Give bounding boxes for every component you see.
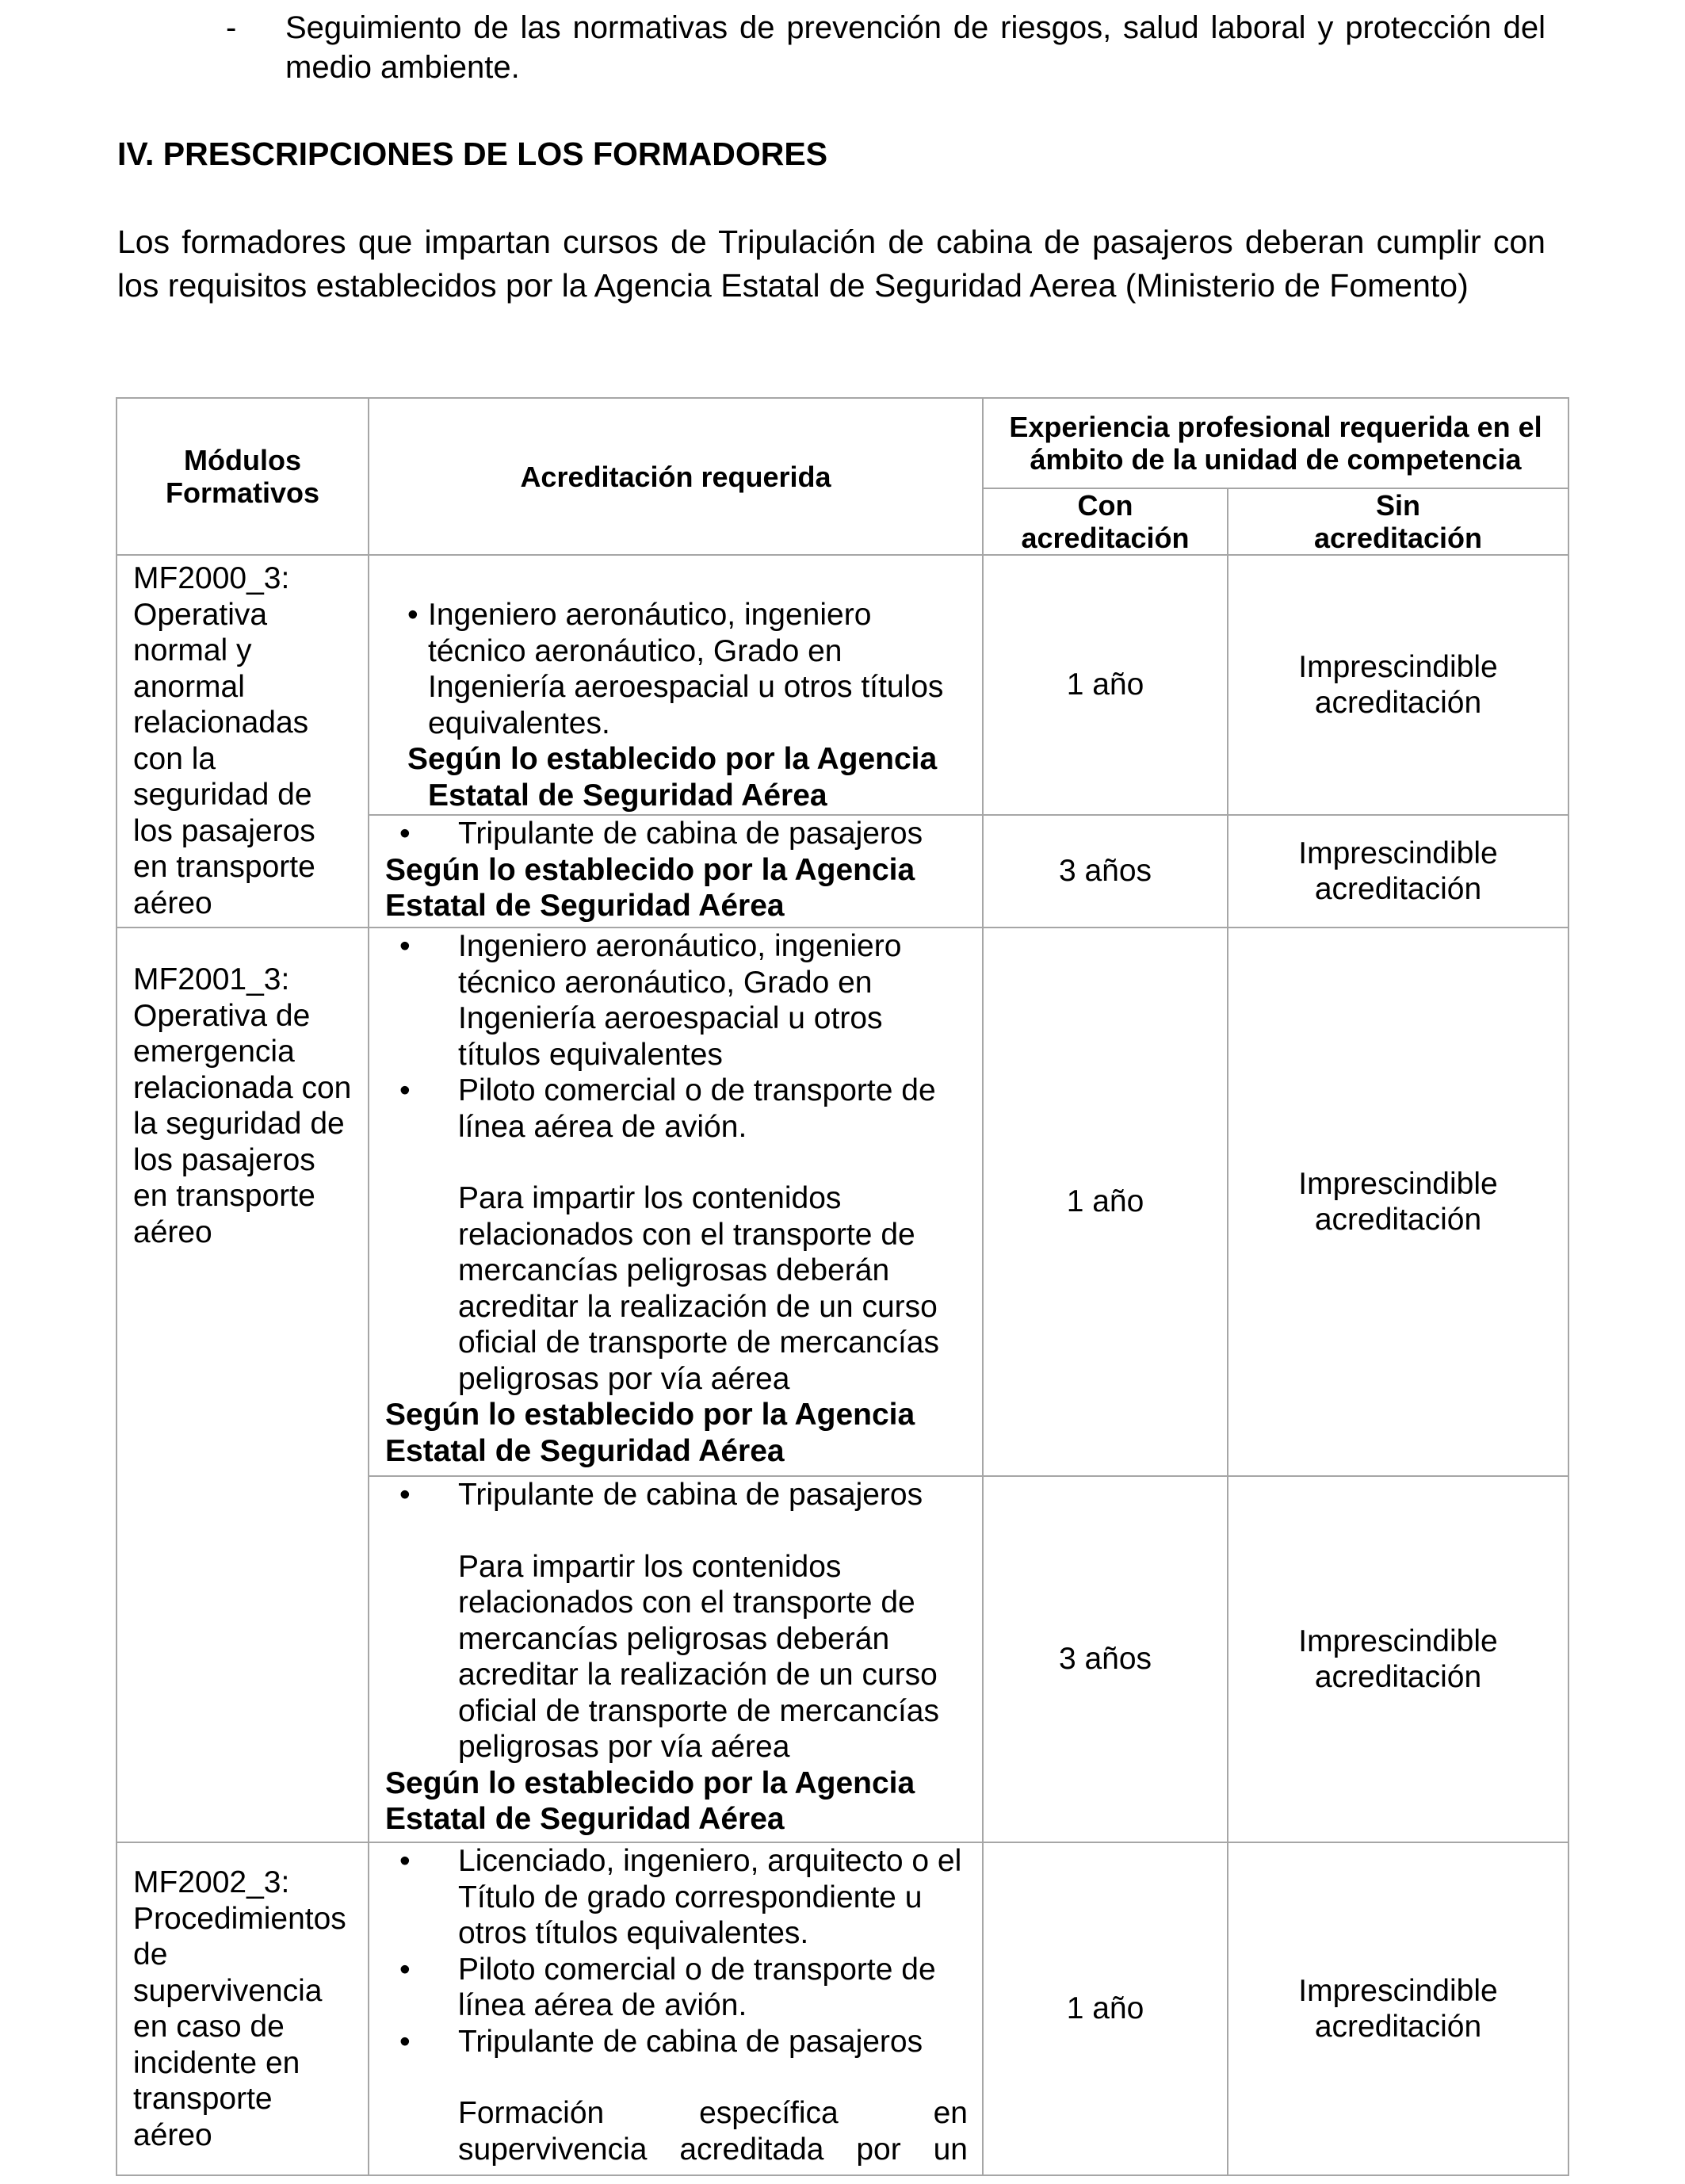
experience-without-accreditation: Imprescindible acreditación bbox=[1228, 1842, 1568, 2175]
list-item: • Tripulante de cabina de pasajeros bbox=[385, 2024, 968, 2060]
accreditation-list bbox=[385, 1843, 968, 2060]
header-experience: Experiencia profesional requerida en el ámbito de la unidad de competencia bbox=[983, 398, 1568, 488]
accreditation-cell bbox=[369, 928, 983, 1476]
trainer-requirements-table bbox=[116, 397, 1569, 2176]
experience-with-accreditation: 3 años bbox=[983, 815, 1228, 928]
list-item: • Licenciado, ingeniero, arquitecto o el Título de grado correspondiente u otros títulos equivalentes. bbox=[385, 1843, 968, 1952]
accreditation-list bbox=[385, 597, 968, 741]
accreditation-list bbox=[385, 1477, 968, 1513]
header-without-accreditation: Sin acreditación bbox=[1228, 488, 1568, 555]
header-accreditation: Acreditación requerida bbox=[369, 398, 983, 555]
module-name: MF2000_3: Operativa normal y anormal relacionadas con la seguridad de los pasajeros en transporte aéreo bbox=[117, 555, 369, 928]
accreditation-cell bbox=[369, 555, 983, 815]
agency-line-1: Según lo establecido por la Agencia bbox=[407, 742, 938, 776]
list-item: • Piloto comercial o de transporte de línea aérea de avión. bbox=[385, 1952, 968, 2024]
agency-line-2: Estatal de Seguridad Aérea bbox=[385, 1802, 785, 1836]
header-modules: Módulos Formativos bbox=[117, 398, 369, 555]
accreditation-list bbox=[385, 928, 968, 1145]
list-item: • Tripulante de cabina de pasajeros bbox=[385, 1477, 968, 1513]
note-text: Para impartir los contenidos relacionados con el transporte de mercancías peligrosas deberán acreditar la realización de un curso oficial de transporte de mercancías peligrosas por vía aérea bbox=[458, 1549, 939, 1764]
note-text: Formación específica en supervivencia acreditada por un bbox=[458, 2096, 968, 2167]
accreditation-list bbox=[385, 816, 968, 852]
agency-line-2: Estatal de Seguridad Aérea bbox=[385, 1433, 785, 1468]
experience-without-accreditation: Imprescindible acreditación bbox=[1228, 555, 1568, 815]
header-with-accreditation: Con acreditación bbox=[983, 488, 1228, 555]
accreditation-cell bbox=[369, 815, 983, 928]
section-heading: IV. PRESCRIPCIONES DE LOS FORMADORES bbox=[117, 136, 828, 172]
agency-line-1: Según lo establecido por la Agencia bbox=[385, 852, 915, 887]
list-item: • Tripulante de cabina de pasajeros bbox=[385, 816, 968, 852]
accreditation-cell bbox=[369, 1476, 983, 1842]
experience-without-accreditation: Imprescindible acreditación bbox=[1228, 928, 1568, 1476]
list-item bbox=[226, 8, 1546, 87]
note-text: Para impartir los contenidos relacionados con el transporte de mercancías peligrosas deberán acreditar la realización de un curso oficial de transporte de mercancías peligrosas por vía aérea bbox=[458, 1181, 939, 1396]
experience-with-accreditation: 1 año bbox=[983, 555, 1228, 815]
experience-without-accreditation: Imprescindible acreditación bbox=[1228, 1476, 1568, 1842]
experience-with-accreditation: 3 años bbox=[983, 1476, 1228, 1842]
experience-with-accreditation: 1 año bbox=[983, 1842, 1228, 2175]
list-item: • Piloto comercial o de transporte de línea aérea de avión. bbox=[385, 1073, 968, 1145]
intro-paragraph: Los formadores que impartan cursos de Tripulación de cabina de pasajeros deberan cumplir con los requisitos establecidos por la Agencia Estatal de Seguridad Aerea (Ministerio de Fomento) bbox=[117, 224, 1546, 304]
agency-line-1: Según lo establecido por la Agencia bbox=[385, 1398, 915, 1432]
agency-line-2: Estatal de Seguridad Aérea bbox=[385, 889, 785, 923]
table-row bbox=[117, 555, 1568, 815]
module-name: MF2001_3: Operativa de emergencia relacionada con la seguridad de los pasajeros en transporte aéreo bbox=[117, 928, 369, 1842]
list-item: • Ingeniero aeronáutico, ingeniero técnico aeronáutico, Grado en Ingeniería aeroespacial u otros títulos equivalentes bbox=[385, 928, 968, 1073]
list-item-text: Seguimiento de las normativas de prevención de riesgos, salud laboral y protección del medio ambiente. bbox=[285, 10, 1546, 85]
table-row bbox=[117, 1842, 1568, 2175]
experience-with-accreditation: 1 año bbox=[983, 928, 1228, 1476]
accreditation-cell bbox=[369, 1842, 983, 2175]
list-dash: - bbox=[226, 10, 237, 45]
list-item: • Ingeniero aeronáutico, ingeniero técnico aeronáutico, Grado en Ingeniería aeroespacial u otros títulos equivalentes. bbox=[385, 597, 968, 741]
agency-line-1: Según lo establecido por la Agencia bbox=[385, 1765, 915, 1800]
agency-line-2: Estatal de Seguridad Aérea bbox=[428, 778, 827, 813]
table-row bbox=[117, 928, 1568, 1476]
experience-without-accreditation: Imprescindible acreditación bbox=[1228, 815, 1568, 928]
module-name: MF2002_3: Procedimientos de supervivencia en caso de incidente en transporte aéreo bbox=[117, 1842, 369, 2175]
